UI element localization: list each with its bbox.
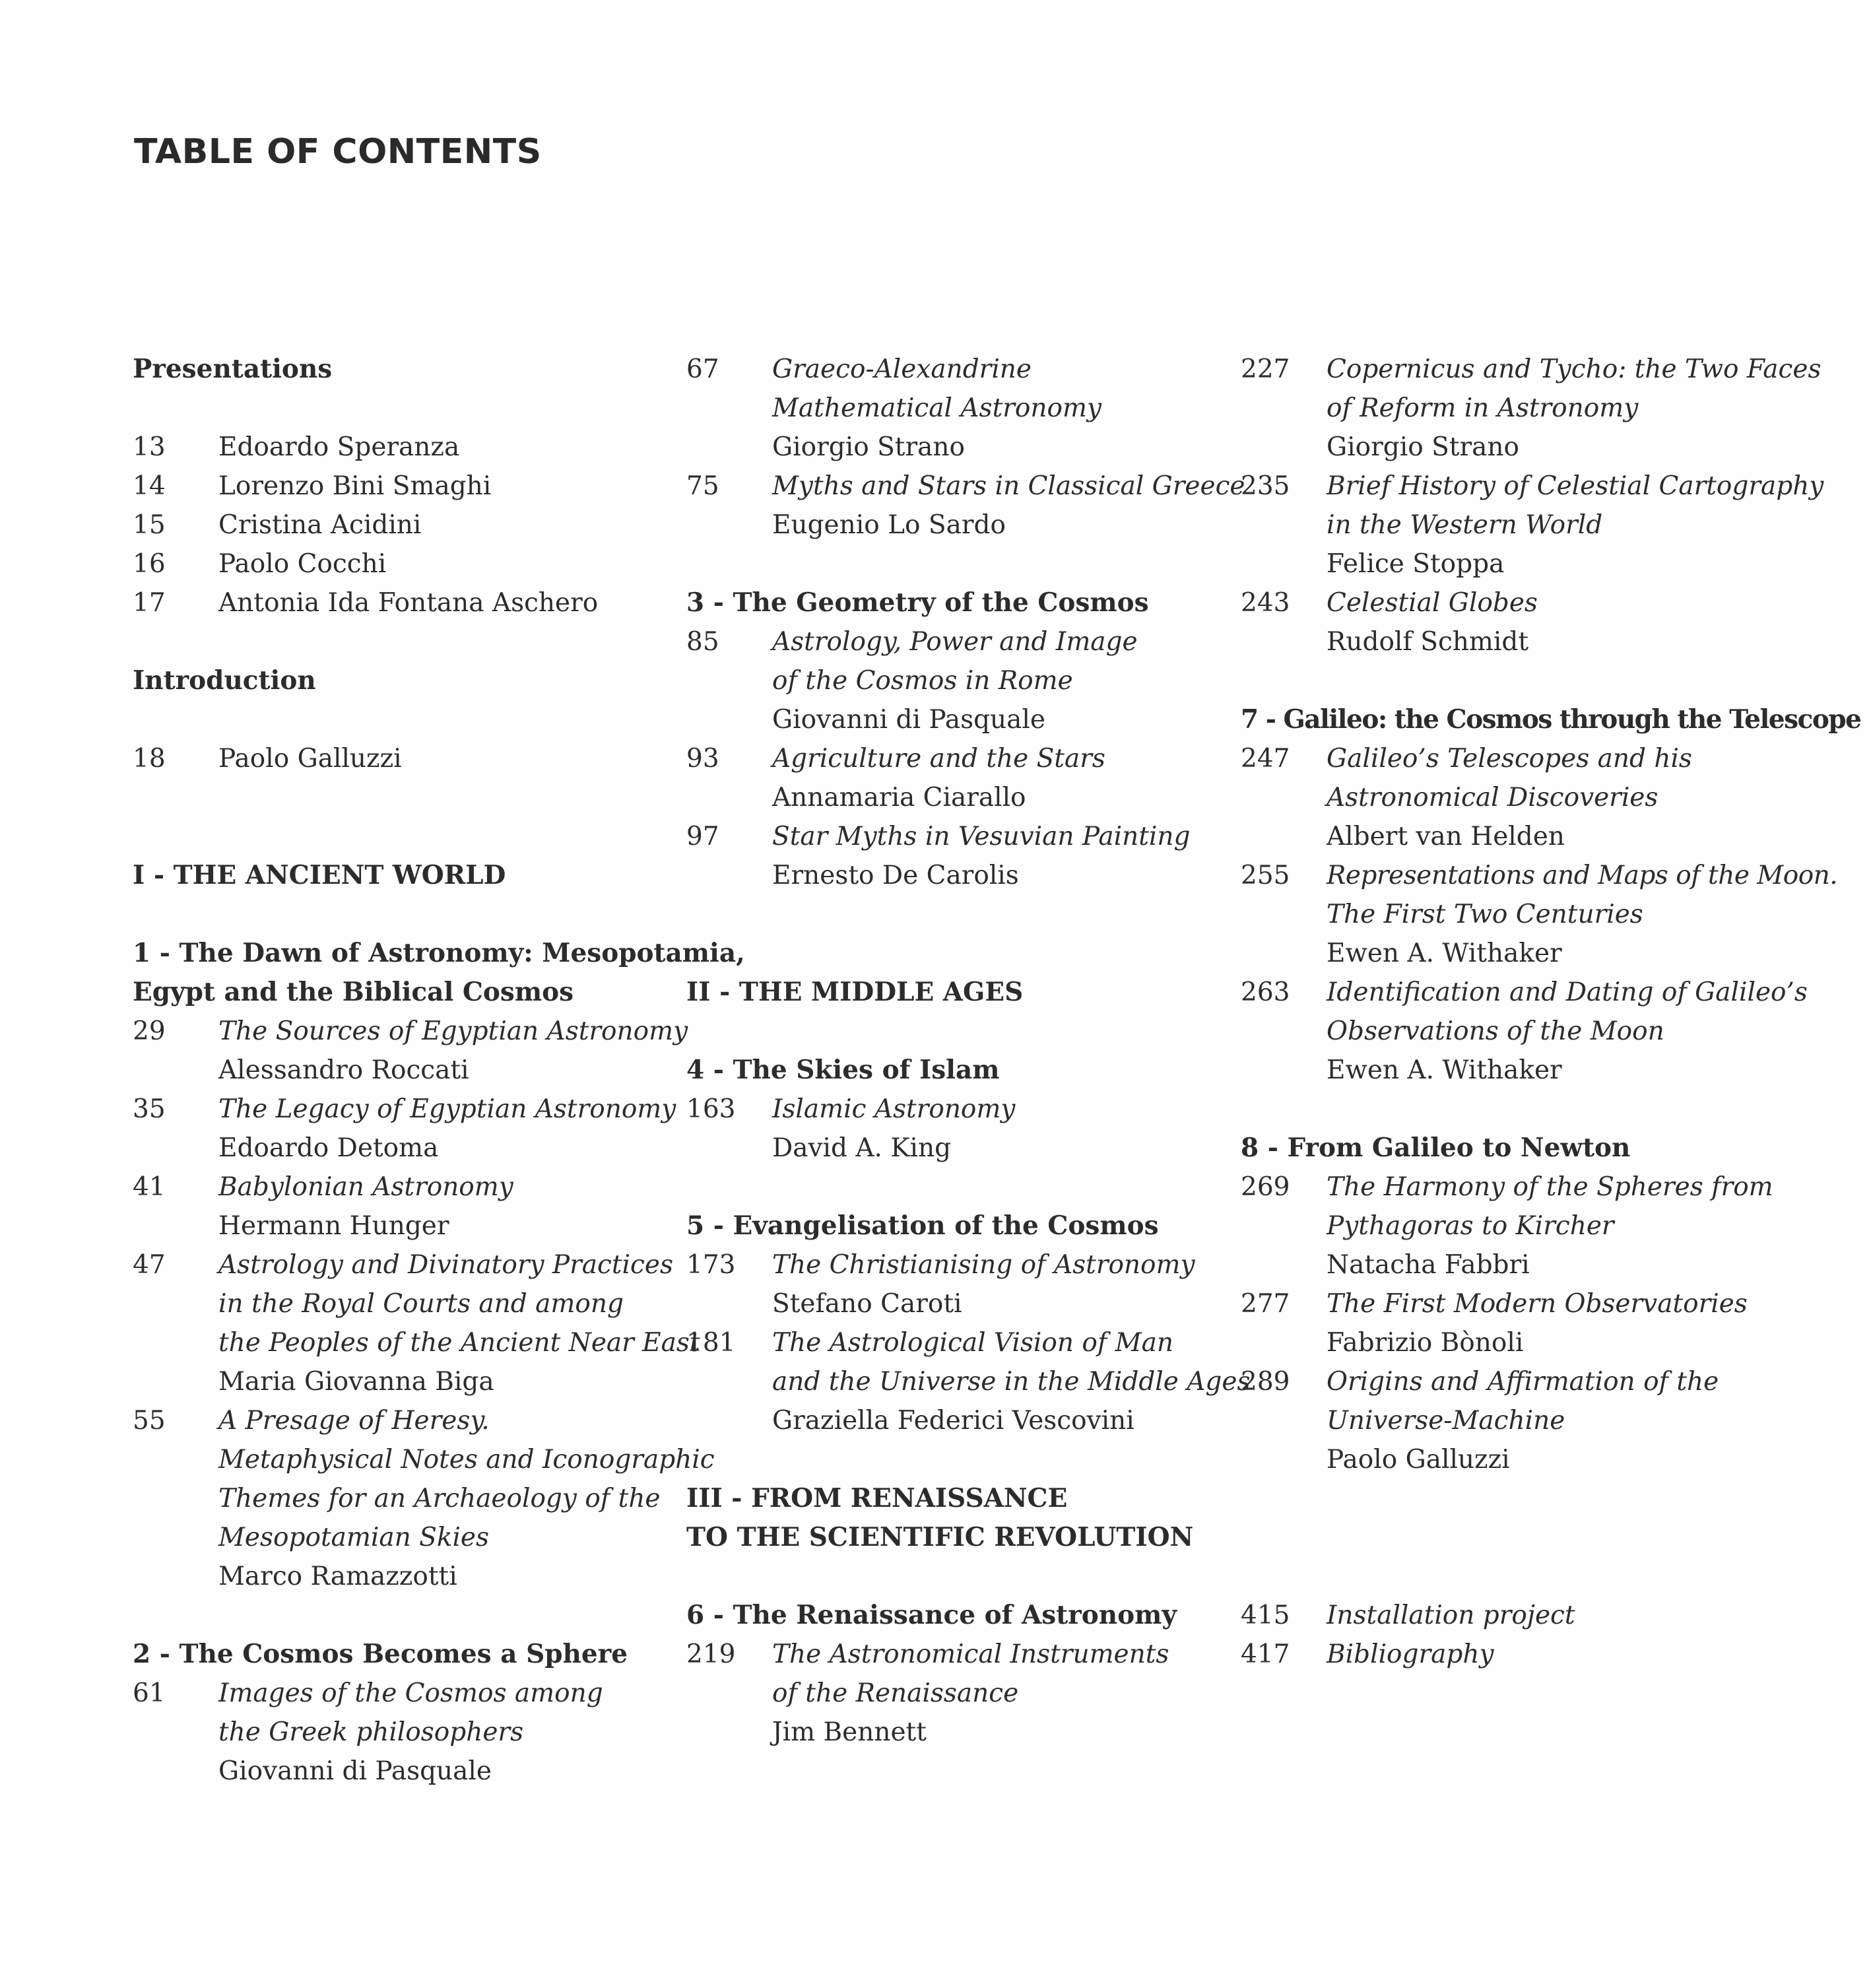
entry-author: Stefano Caroti bbox=[772, 1289, 962, 1319]
entry-author: Ewen A. Withaker bbox=[1327, 939, 1562, 968]
entry-title: Metaphysical Notes and Iconographic bbox=[218, 1445, 715, 1474]
entry-title: Images of the Cosmos among bbox=[218, 1678, 603, 1708]
entry-title: Astronomical Discoveries bbox=[1327, 783, 1658, 812]
entry-title: Graeco-Alexandrine bbox=[772, 354, 1032, 384]
toc-entry[interactable] bbox=[1241, 739, 1769, 778]
entry-author: Hermann Hunger bbox=[218, 1211, 449, 1241]
entry-author: Edoardo Speranza bbox=[218, 432, 460, 462]
toc-entry[interactable] bbox=[1241, 1635, 1769, 1674]
entry-author: Antonia Ida Fontana Aschero bbox=[218, 588, 599, 618]
page-number: 227 bbox=[1241, 354, 1290, 384]
entry-author: David A. King bbox=[772, 1133, 952, 1163]
page-number: 55 bbox=[133, 1406, 166, 1436]
entry-author: Felice Stoppa bbox=[1327, 549, 1505, 579]
toc-entry[interactable] bbox=[686, 467, 1245, 506]
entry-author: Eugenio Lo Sardo bbox=[772, 510, 1006, 540]
toc-entry[interactable] bbox=[1241, 856, 1838, 895]
entry-title: Myths and Stars in Classical Greece bbox=[772, 471, 1245, 501]
entry-author: Rudolf Schmidt bbox=[1327, 627, 1529, 657]
toc-entry[interactable] bbox=[686, 1245, 1201, 1284]
page-number: 415 bbox=[1241, 1601, 1290, 1630]
toc-entry[interactable] bbox=[686, 817, 1201, 856]
page-number: 16 bbox=[133, 549, 166, 579]
entry-title: The Harmony of the Spheres from bbox=[1327, 1172, 1773, 1202]
entry-author: Giovanni di Pasquale bbox=[218, 1756, 492, 1786]
chapter-2-title: 2 - The Cosmos Becomes a Sphere bbox=[133, 1639, 628, 1669]
part-2-title: II - THE MIDDLE AGES bbox=[686, 977, 1024, 1007]
entry-title: The First Two Centuries bbox=[1327, 900, 1643, 929]
presentations-heading: Presentations bbox=[133, 354, 333, 384]
entry-author: Marco Ramazzotti bbox=[218, 1562, 457, 1591]
entry-author: Paolo Galluzzi bbox=[218, 744, 402, 774]
page-number: 41 bbox=[133, 1172, 166, 1202]
part-1-title: I - THE ANCIENT WORLD bbox=[133, 860, 506, 890]
entry-author: Annamaria Ciarallo bbox=[772, 783, 1026, 812]
chapter-heading bbox=[686, 1051, 1201, 1090]
entry-title: Islamic Astronomy bbox=[772, 1094, 1016, 1124]
toc-entry[interactable] bbox=[133, 1401, 654, 1440]
chapter-4-title: 4 - The Skies of Islam bbox=[686, 1055, 1000, 1085]
toc-entry[interactable] bbox=[133, 506, 654, 545]
part-heading bbox=[686, 1479, 1201, 1518]
chapter-heading bbox=[686, 1596, 1201, 1635]
page-number: 35 bbox=[133, 1094, 166, 1124]
entry-author: Paolo Cocchi bbox=[218, 549, 387, 579]
entry-title: Babylonian Astronomy bbox=[218, 1172, 513, 1202]
toc-entry[interactable] bbox=[686, 1635, 1201, 1674]
chapter-heading bbox=[133, 1635, 654, 1674]
chapter-heading bbox=[133, 973, 654, 1012]
chapter-heading bbox=[1241, 700, 1861, 739]
part-heading bbox=[686, 1518, 1201, 1557]
entry-author: Ewen A. Withaker bbox=[1327, 1055, 1562, 1085]
part-heading bbox=[686, 973, 1201, 1012]
entry-author: Natacha Fabbri bbox=[1327, 1250, 1530, 1280]
page-number: 263 bbox=[1241, 977, 1290, 1007]
toc-entry[interactable] bbox=[133, 1674, 654, 1713]
toc-column-3 bbox=[1241, 350, 1861, 1674]
entry-title: the Peoples of the Ancient Near East bbox=[218, 1328, 700, 1358]
entry-title: A Presage of Heresy. bbox=[218, 1406, 490, 1436]
entry-title: Star Myths in Vesuvian Painting bbox=[772, 822, 1191, 851]
part-heading bbox=[133, 856, 654, 895]
toc-entry[interactable] bbox=[133, 467, 654, 506]
toc-entry[interactable] bbox=[1241, 583, 1769, 622]
toc-entry[interactable] bbox=[1241, 973, 1808, 1012]
entry-title: Universe-Machine bbox=[1327, 1406, 1565, 1436]
entry-title: Copernicus and Tycho: the Two Faces bbox=[1327, 354, 1822, 384]
page-number: 15 bbox=[133, 510, 166, 540]
entry-title: Mesopotamian Skies bbox=[218, 1523, 490, 1552]
toc-entry[interactable] bbox=[133, 545, 654, 583]
chapter-1-title-line-2: Egypt and the Biblical Cosmos bbox=[133, 977, 574, 1007]
entry-title: The Astrological Vision of Man bbox=[772, 1328, 1173, 1358]
entry-author: Giorgio Strano bbox=[772, 432, 965, 462]
entry-title: The Astronomical Instruments bbox=[772, 1640, 1169, 1669]
section-heading bbox=[133, 350, 654, 389]
page-number: 255 bbox=[1241, 861, 1290, 890]
entry-title: and the Universe in the Middle Ages bbox=[772, 1367, 1251, 1397]
page-number: 85 bbox=[686, 627, 719, 657]
entry-title: Astrology, Power and Image bbox=[772, 627, 1138, 657]
page-number: 417 bbox=[1241, 1640, 1290, 1669]
chapter-heading bbox=[133, 934, 745, 973]
entry-title: The First Modern Observatories bbox=[1327, 1289, 1748, 1319]
entry-title: of the Cosmos in Rome bbox=[772, 666, 1073, 696]
entry-title: Galileo’s Telescopes and his bbox=[1327, 744, 1692, 774]
entry-author: Edoardo Detoma bbox=[218, 1133, 439, 1163]
page-number: 243 bbox=[1241, 588, 1290, 618]
toc-entry[interactable] bbox=[133, 1245, 673, 1284]
chapter-8-title: 8 - From Galileo to Newton bbox=[1241, 1133, 1631, 1163]
entry-author: Giorgio Strano bbox=[1327, 432, 1519, 462]
toc-entry[interactable] bbox=[133, 739, 654, 778]
page-number: 47 bbox=[133, 1250, 166, 1280]
entry-author: Ernesto De Carolis bbox=[772, 861, 1019, 890]
toc-entry[interactable] bbox=[133, 1090, 676, 1129]
entry-title: Pythagoras to Kircher bbox=[1327, 1211, 1614, 1241]
toc-entry[interactable] bbox=[686, 622, 1201, 661]
toc-entry[interactable] bbox=[133, 428, 654, 467]
entry-title: Themes for an Archaeology of the bbox=[218, 1484, 661, 1513]
entry-author: Fabrizio Bònoli bbox=[1327, 1328, 1524, 1358]
page-number: 14 bbox=[133, 471, 166, 501]
entry-title: Celestial Globes bbox=[1327, 588, 1538, 618]
toc-entry[interactable] bbox=[686, 1323, 1201, 1362]
entry-author: Lorenzo Bini Smaghi bbox=[218, 471, 492, 501]
entry-author: Jim Bennett bbox=[772, 1717, 927, 1747]
page-title: TABLE OF CONTENTS bbox=[134, 132, 542, 172]
entry-author: Paolo Galluzzi bbox=[1327, 1445, 1510, 1474]
entry-title: the Greek philosophers bbox=[218, 1717, 524, 1747]
entry-author: Alessandro Roccati bbox=[218, 1055, 469, 1085]
chapter-heading bbox=[1241, 1129, 1769, 1168]
toc-entry[interactable] bbox=[686, 1090, 1201, 1129]
entry-title: Origins and Affirmation of the bbox=[1327, 1367, 1719, 1397]
entry-title: Observations of the Moon bbox=[1327, 1016, 1664, 1046]
toc-entry[interactable] bbox=[1241, 1168, 1773, 1207]
page-number: 13 bbox=[133, 432, 166, 462]
toc-entry[interactable] bbox=[1241, 350, 1822, 389]
entry-title: Mathematical Astronomy bbox=[772, 393, 1101, 423]
entry-title: Representations and Maps of the Moon. bbox=[1327, 861, 1838, 890]
chapter-7-title: 7 - Galileo: the Cosmos through the Telescope bbox=[1241, 704, 1861, 735]
page-number: 277 bbox=[1241, 1289, 1290, 1319]
page-number: 93 bbox=[686, 744, 719, 774]
page-number: 173 bbox=[686, 1250, 736, 1280]
entry-title: The Sources of Egyptian Astronomy bbox=[218, 1016, 688, 1046]
page-number: 18 bbox=[133, 744, 166, 774]
toc-entry[interactable] bbox=[1241, 1596, 1769, 1635]
page-number: 269 bbox=[1241, 1172, 1290, 1202]
entry-author: Graziella Federici Vescovini bbox=[772, 1406, 1134, 1436]
part-3-title-line-1: III - FROM RENAISSANCE bbox=[686, 1483, 1068, 1513]
page-number: 235 bbox=[1241, 471, 1290, 501]
page-number: 67 bbox=[686, 354, 719, 384]
page-number: 75 bbox=[686, 471, 719, 501]
page-number: 247 bbox=[1241, 744, 1290, 774]
toc-entry[interactable] bbox=[686, 739, 1201, 778]
page-number: 219 bbox=[686, 1640, 736, 1669]
page-number: 61 bbox=[133, 1678, 166, 1708]
toc-entry[interactable] bbox=[133, 583, 654, 622]
chapter-6-title: 6 - The Renaissance of Astronomy bbox=[686, 1600, 1177, 1630]
entry-author: Cristina Acidini bbox=[218, 510, 422, 540]
toc-entry[interactable] bbox=[1241, 1284, 1769, 1323]
entry-title: Astrology and Divinatory Practices bbox=[218, 1250, 673, 1280]
entry-title: The Christianising of Astronomy bbox=[772, 1250, 1195, 1280]
page-number: 163 bbox=[686, 1094, 736, 1124]
chapter-heading bbox=[686, 1207, 1201, 1245]
toc-entry[interactable] bbox=[133, 1168, 654, 1207]
chapter-1-title-line-1: 1 - The Dawn of Astronomy: Mesopotamia, bbox=[133, 938, 745, 968]
chapter-5-title: 5 - Evangelisation of the Cosmos bbox=[686, 1210, 1159, 1241]
entry-author: Albert van Helden bbox=[1327, 822, 1565, 851]
section-heading bbox=[133, 661, 654, 700]
entry-title: of Reform in Astronomy bbox=[1327, 393, 1639, 423]
entry-title: Agriculture and the Stars bbox=[772, 744, 1105, 774]
part-3-title-line-2: TO THE SCIENTIFIC REVOLUTION bbox=[686, 1522, 1194, 1552]
toc-column-2 bbox=[686, 350, 1251, 1752]
toc-entry[interactable] bbox=[1241, 467, 1824, 506]
page-number: 289 bbox=[1241, 1367, 1290, 1397]
toc-entry[interactable] bbox=[686, 350, 1201, 389]
page-number: 29 bbox=[133, 1016, 166, 1046]
entry-author: Maria Giovanna Biga bbox=[218, 1367, 494, 1397]
entry-title: Installation project bbox=[1327, 1601, 1575, 1630]
page-number: 17 bbox=[133, 588, 166, 618]
entry-title: The Legacy of Egyptian Astronomy bbox=[218, 1094, 676, 1124]
entry-title: Identification and Dating of Galileo’s bbox=[1327, 977, 1808, 1007]
entry-title: in the Western World bbox=[1327, 510, 1603, 540]
introduction-heading: Introduction bbox=[133, 665, 316, 696]
entry-title: Brief History of Celestial Cartography bbox=[1327, 471, 1824, 501]
entry-title: Bibliography bbox=[1327, 1640, 1494, 1669]
page-number: 97 bbox=[686, 822, 719, 851]
chapter-3-title: 3 - The Geometry of the Cosmos bbox=[686, 587, 1149, 618]
entry-title: of the Renaissance bbox=[772, 1678, 1019, 1708]
toc-entry[interactable] bbox=[133, 1012, 688, 1051]
chapter-heading bbox=[686, 583, 1201, 622]
toc-entry[interactable] bbox=[1241, 1362, 1769, 1401]
entry-title: in the Royal Courts and among bbox=[218, 1289, 624, 1319]
entry-author: Giovanni di Pasquale bbox=[772, 705, 1045, 735]
page-number: 181 bbox=[686, 1328, 736, 1358]
